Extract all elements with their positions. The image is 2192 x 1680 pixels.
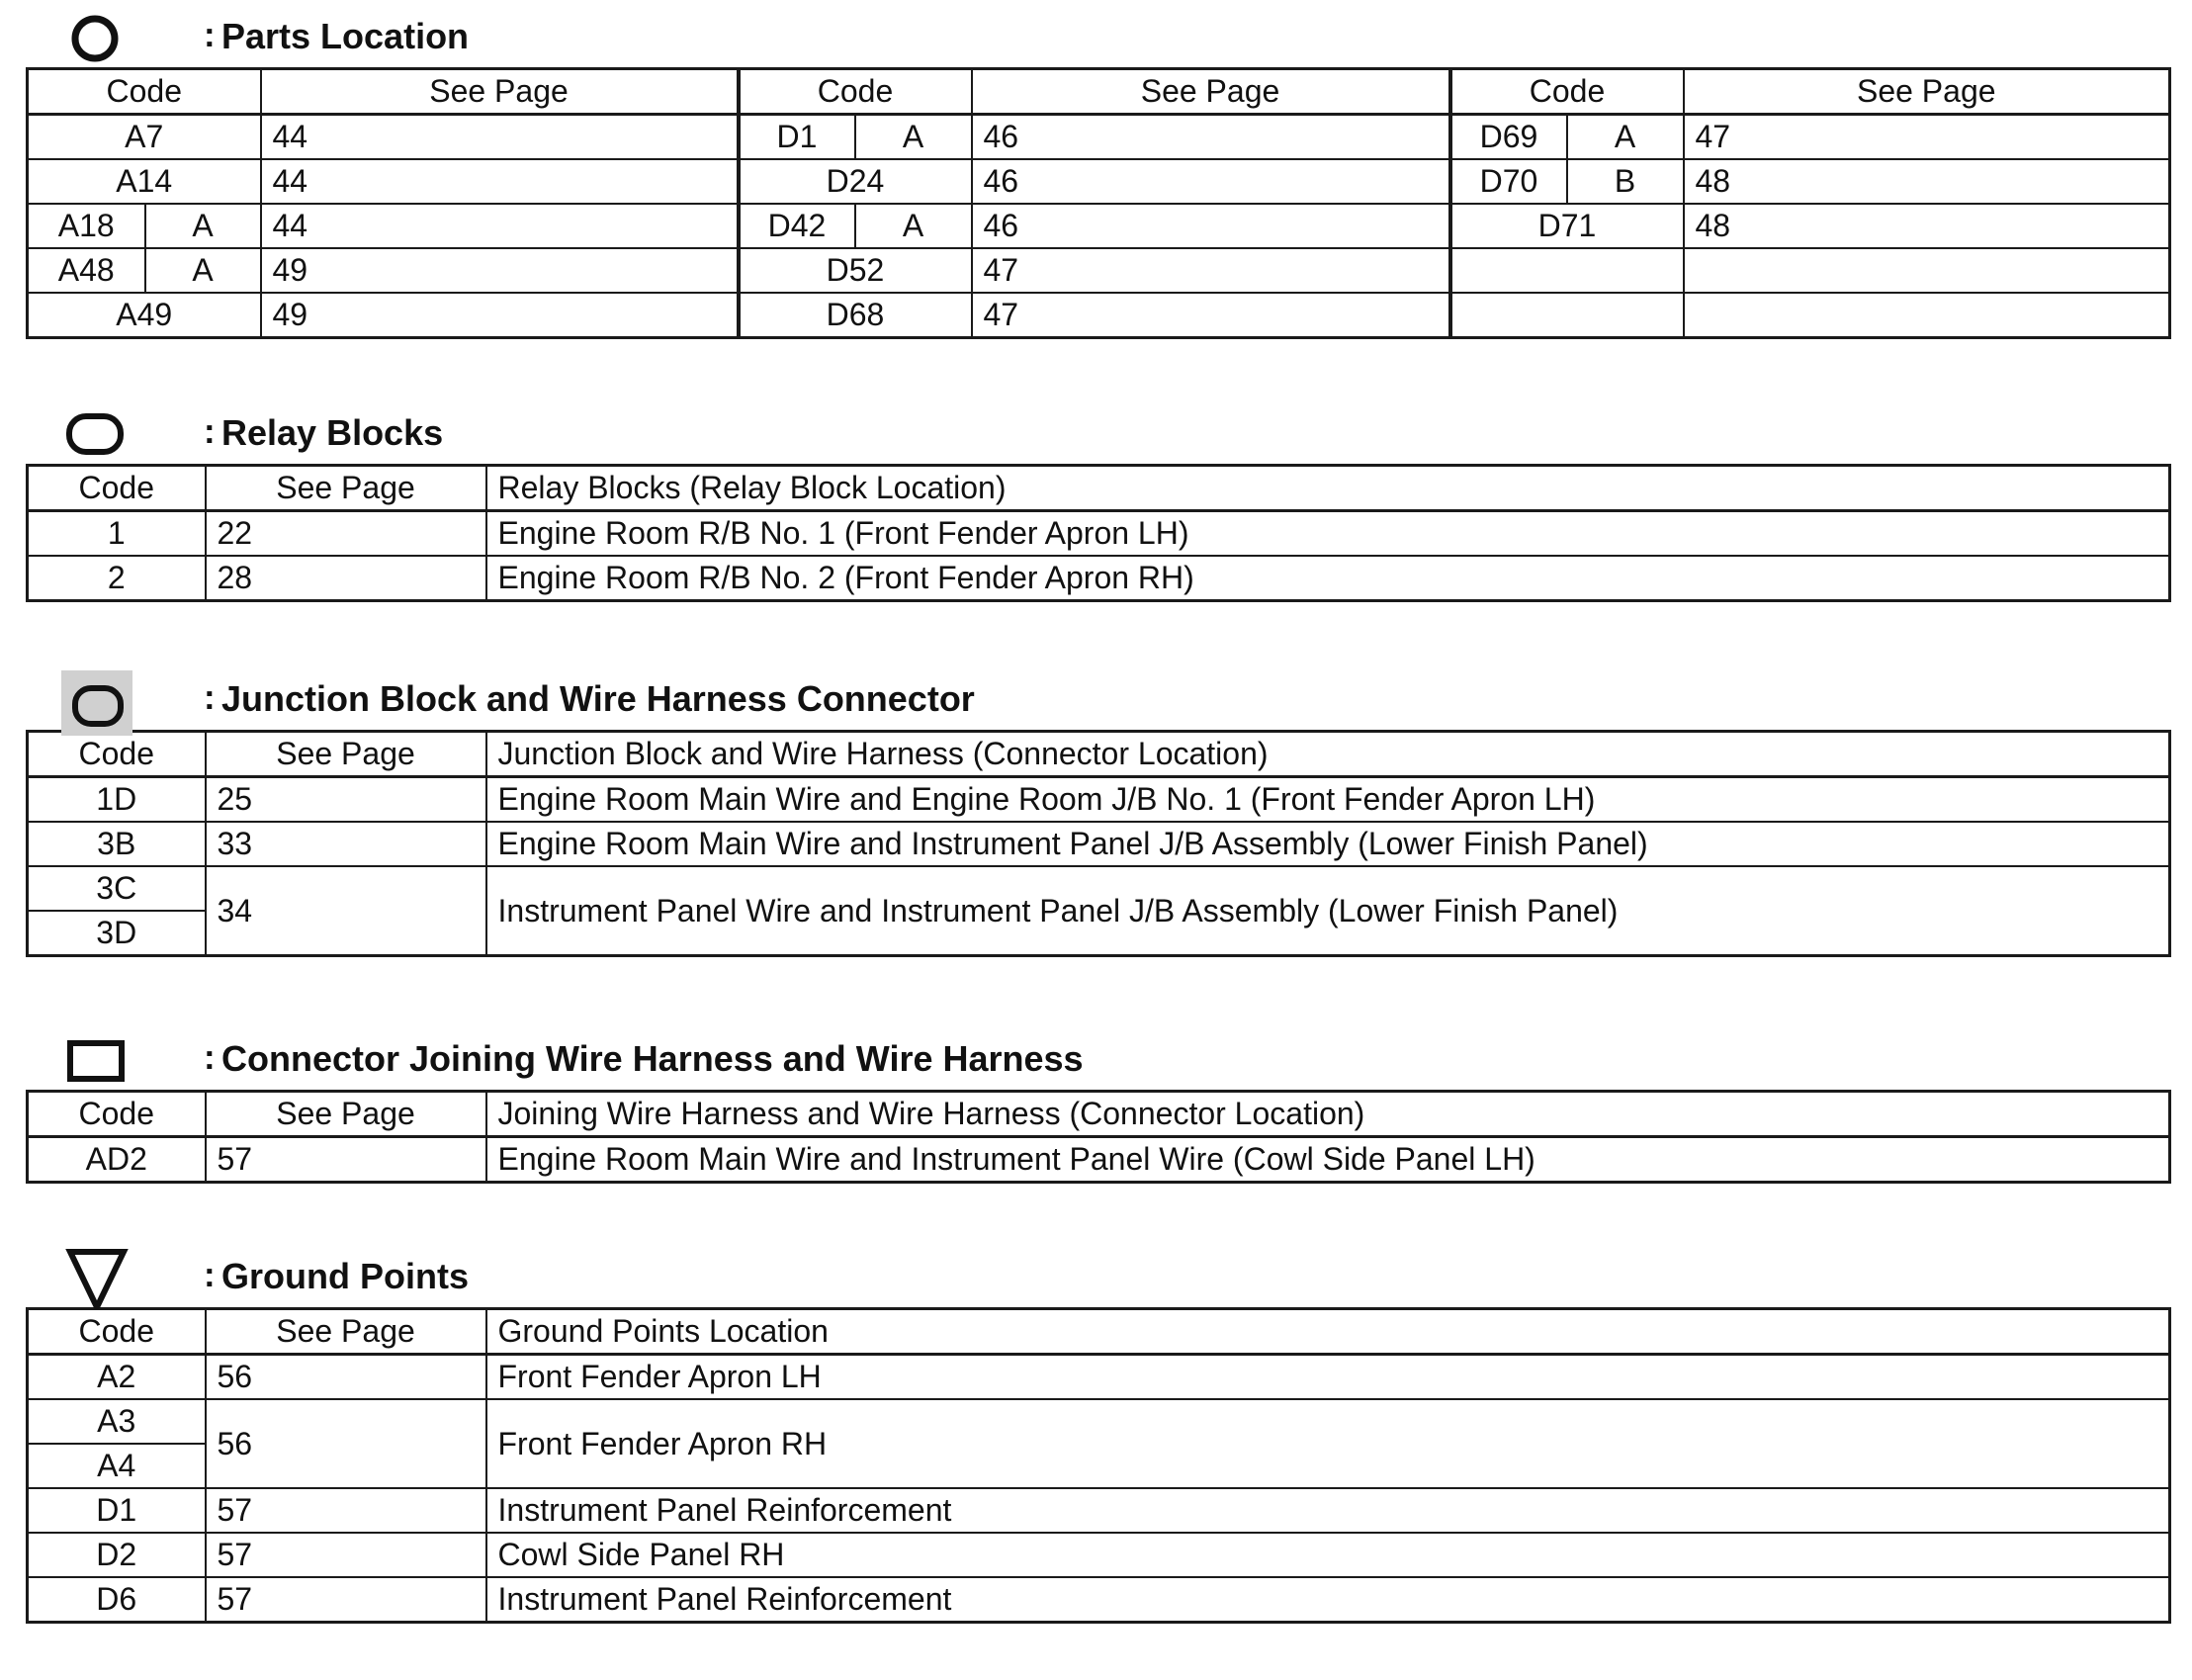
code-cell: A48	[28, 248, 145, 293]
page-cell: 44	[261, 159, 739, 204]
section-title: Relay Blocks	[221, 412, 444, 453]
ground-points-section	[26, 1248, 2168, 1624]
table-row	[28, 822, 2170, 866]
description-cell: Engine Room Main Wire and Instrument Panel J/B Assembly (Lower Finish Panel)	[486, 822, 2170, 866]
code-cell: A49	[28, 293, 261, 338]
page-cell: 57	[206, 1577, 486, 1623]
header-description: Joining Wire Harness and Wire Harness (Connector Location)	[486, 1092, 2170, 1137]
description-cell: Engine Room Main Wire and Engine Room J/B No. 1 (Front Fender Apron LH)	[486, 777, 2170, 823]
section-header	[26, 1248, 2168, 1307]
header-see-page: See Page	[206, 732, 486, 777]
code-cell: A4	[28, 1444, 206, 1488]
description-cell: Engine Room R/B No. 1 (Front Fender Apron LH)	[486, 511, 2170, 557]
section-header	[26, 1030, 2168, 1090]
table-row	[28, 777, 2170, 823]
description-cell: Cowl Side Panel RH	[486, 1533, 2170, 1577]
connector-joining-table	[26, 1090, 2171, 1184]
shaded-rounded-rect-icon	[61, 664, 132, 736]
colon: :	[204, 16, 216, 54]
page-cell: 49	[261, 293, 739, 338]
page-cell: 48	[1684, 204, 2170, 248]
description-cell: Instrument Panel Reinforcement	[486, 1488, 2170, 1533]
junction-block-section	[26, 670, 2168, 957]
page-cell: 44	[261, 204, 739, 248]
table-row	[28, 159, 2170, 204]
connector-joining-section	[26, 1030, 2168, 1184]
table-header-row	[28, 1309, 2170, 1355]
section-header	[26, 8, 2168, 67]
page-cell: 22	[206, 511, 486, 557]
parts-location-table	[26, 67, 2171, 339]
circle-icon	[61, 8, 132, 67]
code-cell: D69	[1450, 115, 1567, 160]
code-cell: 3B	[28, 822, 206, 866]
table-header-row	[28, 732, 2170, 777]
code-cell: D70	[1450, 159, 1567, 204]
table-row	[28, 1533, 2170, 1577]
table-row	[28, 1399, 2170, 1444]
colon: :	[204, 1256, 216, 1294]
code-cell: D6	[28, 1577, 206, 1623]
section-header	[26, 670, 2168, 730]
page-cell: 57	[206, 1488, 486, 1533]
description-cell: Front Fender Apron RH	[486, 1399, 2170, 1488]
header-see-page: See Page	[972, 69, 1450, 115]
code-cell: D52	[739, 248, 972, 293]
code-cell	[1450, 248, 1684, 293]
header-code: Code	[28, 1092, 206, 1137]
colon: :	[204, 412, 216, 451]
header-see-page: See Page	[206, 1092, 486, 1137]
relay-blocks-section	[26, 404, 2168, 602]
header-description: Relay Blocks (Relay Block Location)	[486, 466, 2170, 511]
code-cell: D1	[28, 1488, 206, 1533]
header-see-page: See Page	[206, 466, 486, 511]
code-sub-cell: A	[145, 204, 261, 248]
code-cell: AD2	[28, 1137, 206, 1183]
code-cell: 3C	[28, 866, 206, 911]
colon: :	[204, 1038, 216, 1077]
page-cell: 47	[972, 248, 1450, 293]
table-row	[28, 511, 2170, 557]
section-title: Connector Joining Wire Harness and Wire Harness	[221, 1038, 1084, 1079]
table-header-row	[28, 69, 2170, 115]
table-row	[28, 1137, 2170, 1183]
header-see-page: See Page	[261, 69, 739, 115]
page-cell: 46	[972, 204, 1450, 248]
junction-block-table	[26, 730, 2171, 957]
code-cell: 3D	[28, 911, 206, 956]
header-description: Ground Points Location	[486, 1309, 2170, 1355]
ground-points-table	[26, 1307, 2171, 1624]
relay-blocks-table	[26, 464, 2171, 602]
code-sub-cell: A	[1567, 115, 1684, 160]
code-cell: 1D	[28, 777, 206, 823]
page-cell: 57	[206, 1533, 486, 1577]
page-cell	[1684, 293, 2170, 338]
code-cell: D42	[739, 204, 855, 248]
description-cell: Instrument Panel Wire and Instrument Panel J/B Assembly (Lower Finish Panel)	[486, 866, 2170, 956]
rounded-rect-icon	[61, 404, 132, 464]
code-cell: 2	[28, 556, 206, 601]
table-header-row	[28, 466, 2170, 511]
description-cell: Instrument Panel Reinforcement	[486, 1577, 2170, 1623]
page-cell: 48	[1684, 159, 2170, 204]
page-cell: 44	[261, 115, 739, 160]
section-title: Ground Points	[221, 1256, 469, 1296]
header-code: Code	[28, 466, 206, 511]
page-cell: 47	[1684, 115, 2170, 160]
page-cell: 34	[206, 866, 486, 956]
header-code: Code	[1450, 69, 1684, 115]
table-row	[28, 556, 2170, 601]
page-cell: 46	[972, 115, 1450, 160]
description-cell: Engine Room Main Wire and Instrument Panel Wire (Cowl Side Panel LH)	[486, 1137, 2170, 1183]
section-title: Junction Block and Wire Harness Connector	[221, 678, 975, 719]
code-sub-cell: A	[145, 248, 261, 293]
header-code: Code	[28, 1309, 206, 1355]
parts-location-section	[26, 8, 2168, 339]
code-sub-cell: B	[1567, 159, 1684, 204]
code-cell: D24	[739, 159, 972, 204]
page-cell: 33	[206, 822, 486, 866]
page-cell: 56	[206, 1399, 486, 1488]
page-cell: 25	[206, 777, 486, 823]
code-cell: D71	[1450, 204, 1684, 248]
code-cell: A3	[28, 1399, 206, 1444]
page-cell	[1684, 248, 2170, 293]
code-cell	[1450, 293, 1684, 338]
table-row	[28, 866, 2170, 911]
table-row	[28, 1355, 2170, 1400]
page-cell: 49	[261, 248, 739, 293]
header-see-page: See Page	[1684, 69, 2170, 115]
page-cell: 28	[206, 556, 486, 601]
page-cell: 56	[206, 1355, 486, 1400]
code-cell: A7	[28, 115, 261, 160]
code-cell: A18	[28, 204, 145, 248]
table-header-row	[28, 1092, 2170, 1137]
code-cell: A2	[28, 1355, 206, 1400]
code-cell: D68	[739, 293, 972, 338]
code-cell: D1	[739, 115, 855, 160]
header-code: Code	[28, 69, 261, 115]
page-cell: 47	[972, 293, 1450, 338]
section-title: Parts Location	[221, 16, 470, 56]
down-triangle-icon	[61, 1242, 132, 1309]
code-sub-cell: A	[855, 115, 972, 160]
header-see-page: See Page	[206, 1309, 486, 1355]
table-row	[28, 115, 2170, 160]
code-cell: 1	[28, 511, 206, 557]
table-row	[28, 293, 2170, 338]
header-description: Junction Block and Wire Harness (Connector Location)	[486, 732, 2170, 777]
description-cell: Engine Room R/B No. 2 (Front Fender Apron RH)	[486, 556, 2170, 601]
table-row	[28, 1488, 2170, 1533]
header-code: Code	[28, 732, 206, 777]
code-cell: A14	[28, 159, 261, 204]
description-cell: Front Fender Apron LH	[486, 1355, 2170, 1400]
colon: :	[204, 678, 216, 717]
rectangle-icon	[61, 1030, 132, 1090]
table-row	[28, 248, 2170, 293]
code-cell: D2	[28, 1533, 206, 1577]
page-cell: 57	[206, 1137, 486, 1183]
section-header	[26, 404, 2168, 464]
table-row	[28, 204, 2170, 248]
header-code: Code	[739, 69, 972, 115]
table-row	[28, 1577, 2170, 1623]
page-cell: 46	[972, 159, 1450, 204]
code-sub-cell: A	[855, 204, 972, 248]
